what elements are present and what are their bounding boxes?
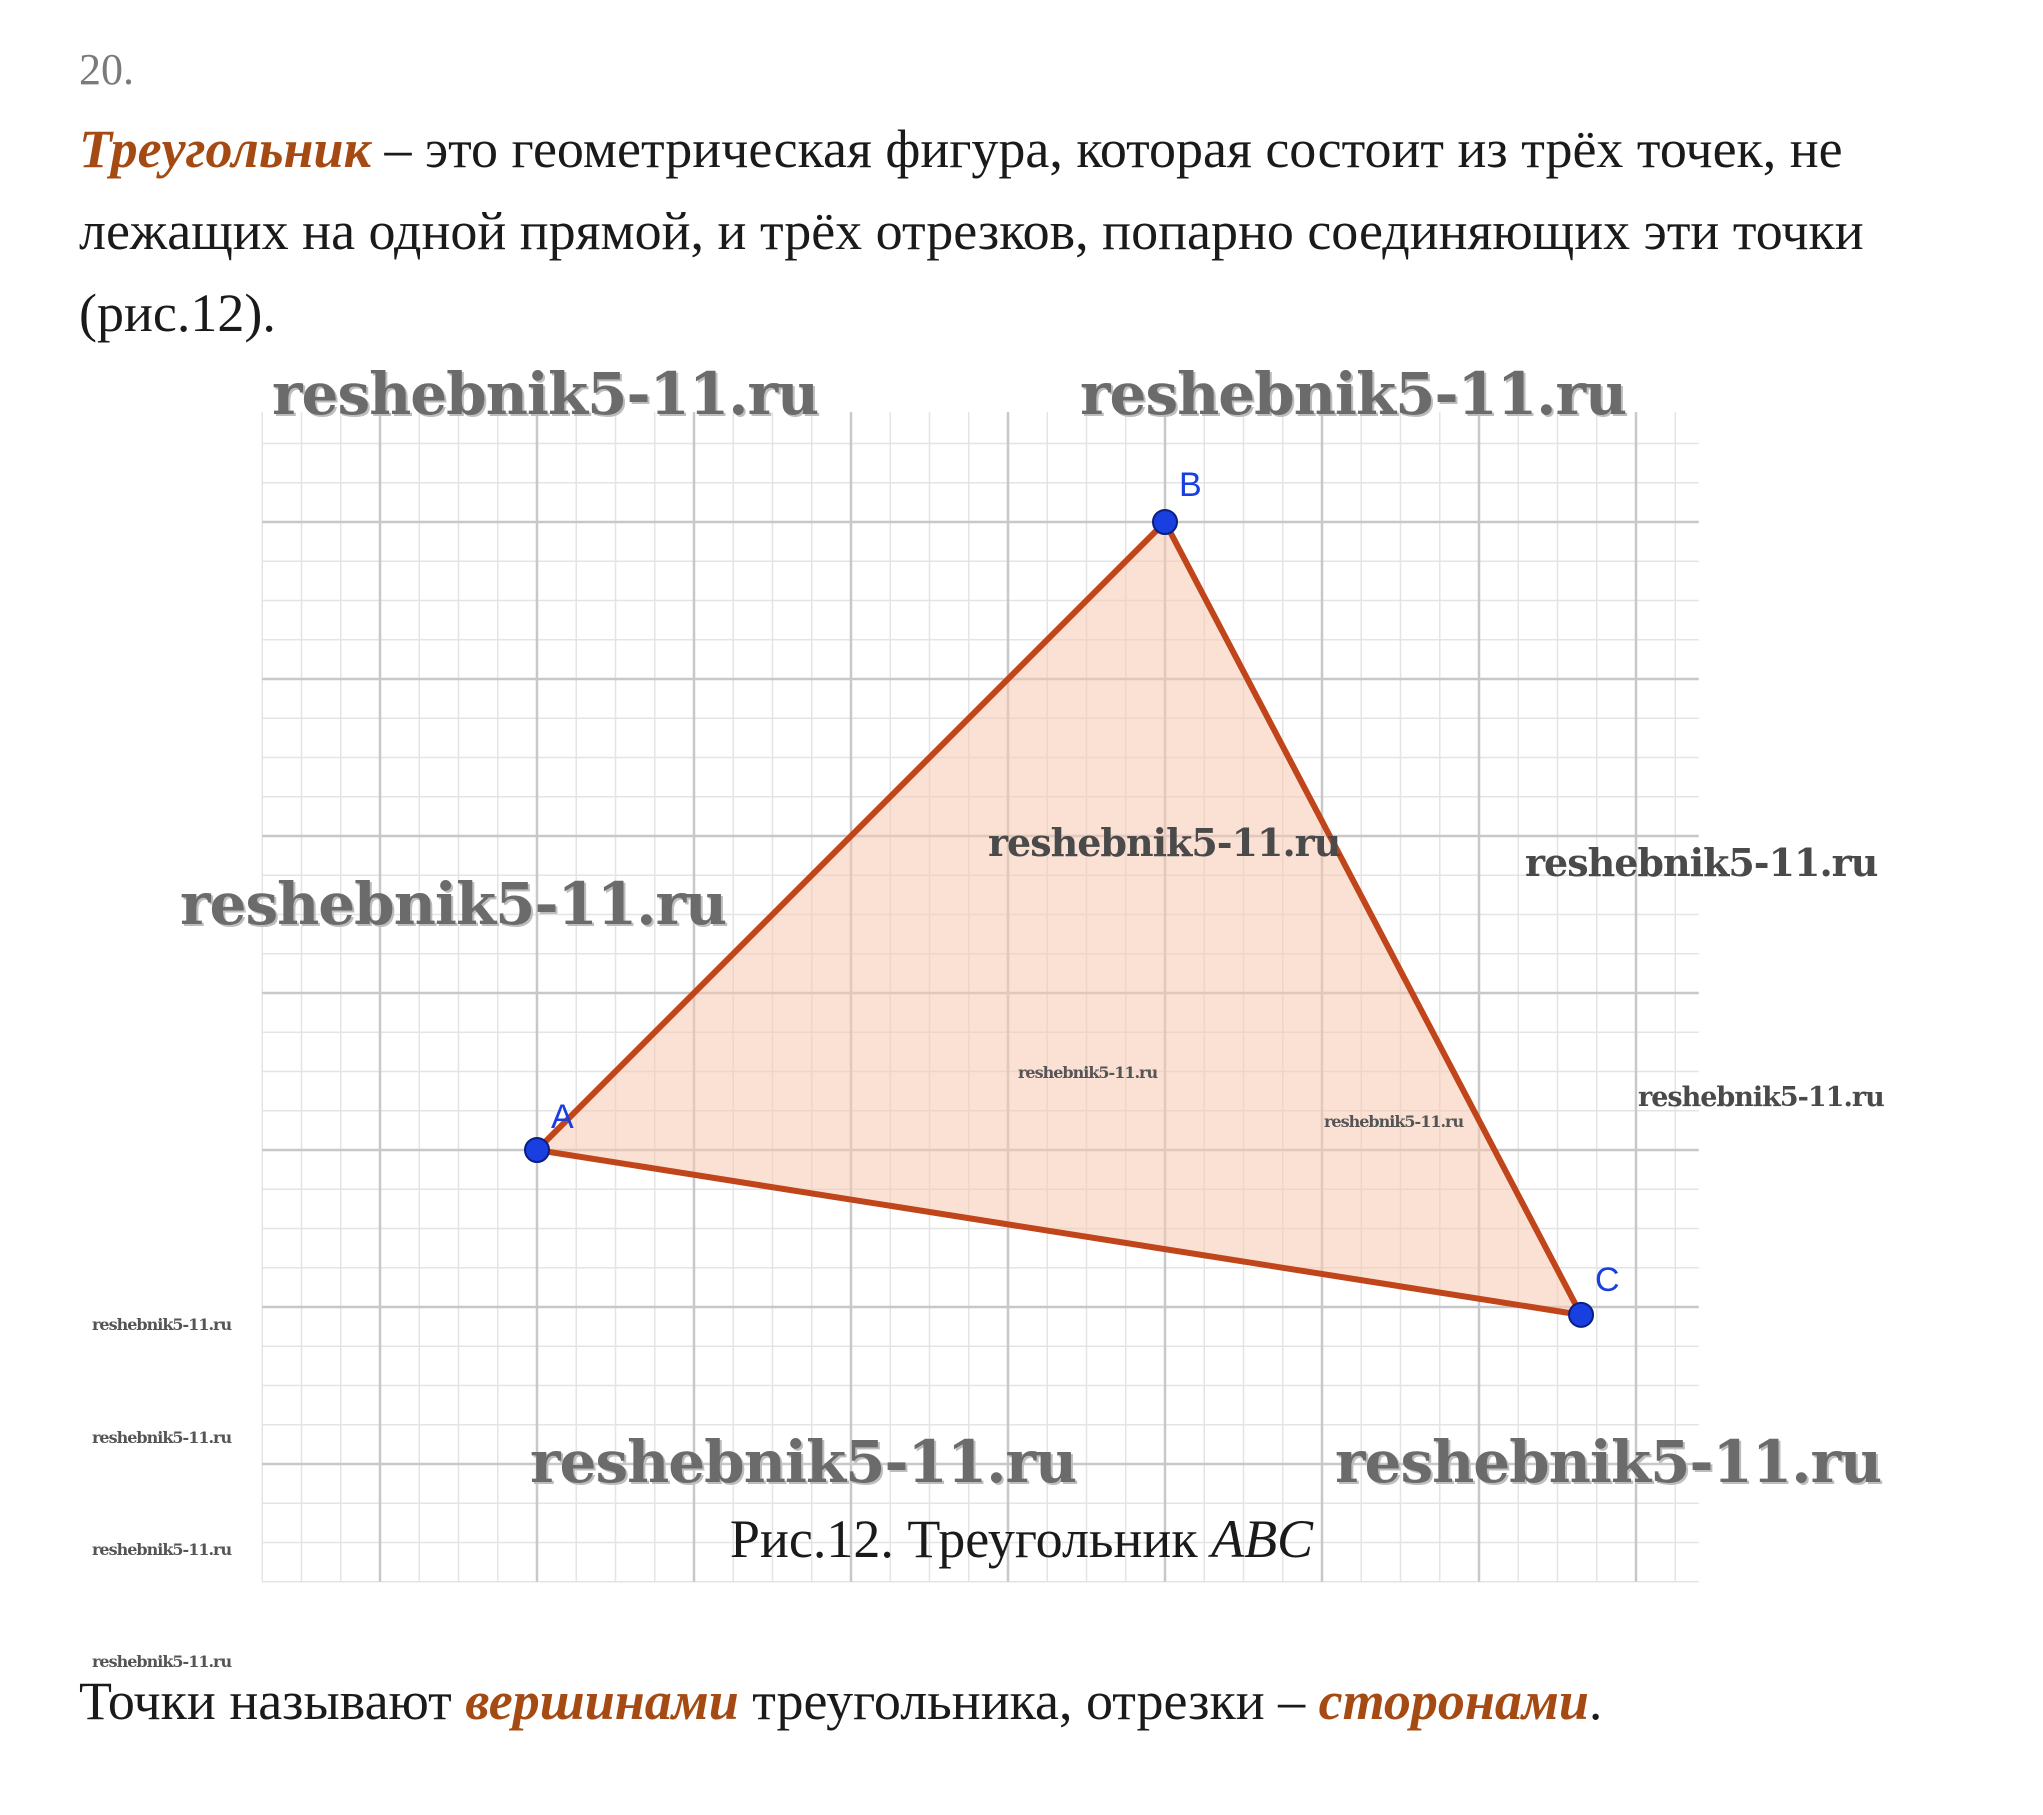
watermark-text: reshebnik5-11.ru xyxy=(530,1428,1077,1496)
watermark-text: reshebnik5-11.ru xyxy=(988,820,1341,865)
term-triangle: Треугольник xyxy=(79,119,371,179)
conclusion-part1: Точки называют xyxy=(79,1671,466,1731)
vertex-label-b: B xyxy=(1179,466,1202,504)
watermark-text: reshebnik5-11.ru xyxy=(1018,1063,1158,1082)
watermark-text: reshebnik5-11.ru xyxy=(1525,840,1878,885)
watermark-text: reshebnik5-11.ru xyxy=(92,1652,232,1671)
caption-prefix: Рис.12. Треугольник xyxy=(729,1509,1212,1569)
conclusion-part2: треугольника, отрезки – xyxy=(738,1671,1319,1731)
term-sides: сторонами xyxy=(1318,1671,1589,1731)
watermark-text: reshebnik5-11.ru xyxy=(92,1540,232,1559)
vertex-point-b xyxy=(1153,510,1177,534)
page-number: 20. xyxy=(79,45,134,94)
conclusion-part3: . xyxy=(1588,1671,1603,1731)
vertex-point-c xyxy=(1569,1303,1593,1327)
conclusion-paragraph xyxy=(79,1660,2009,1742)
watermark-text: reshebnik5-11.ru xyxy=(180,870,727,938)
watermark-text: reshebnik5-11.ru xyxy=(92,1428,232,1447)
term-vertices: вершинами xyxy=(465,1671,739,1731)
watermark-text: reshebnik5-11.ru xyxy=(272,360,819,428)
caption-math: ABC xyxy=(1211,1509,1314,1569)
vertex-point-a xyxy=(525,1138,549,1162)
definition-text: – это геометрическая фигура, которая состоит из трёх точек, не лежащих на одной прямой, и трёх отрезков, попарно соединяющих эти точки (рис.12). xyxy=(79,119,1864,343)
watermark-text: reshebnik5-11.ru xyxy=(1335,1428,1882,1496)
watermark-text: reshebnik5-11.ru xyxy=(92,1315,232,1334)
vertex-label-a: A xyxy=(551,1098,574,1136)
watermark-text: reshebnik5-11.ru xyxy=(1324,1112,1464,1131)
watermark-text: reshebnik5-11.ru xyxy=(1080,360,1627,428)
figure-caption xyxy=(0,1508,2043,1570)
vertex-label-c: C xyxy=(1595,1260,1620,1299)
watermark-text: reshebnik5-11.ru xyxy=(1638,1082,1884,1113)
